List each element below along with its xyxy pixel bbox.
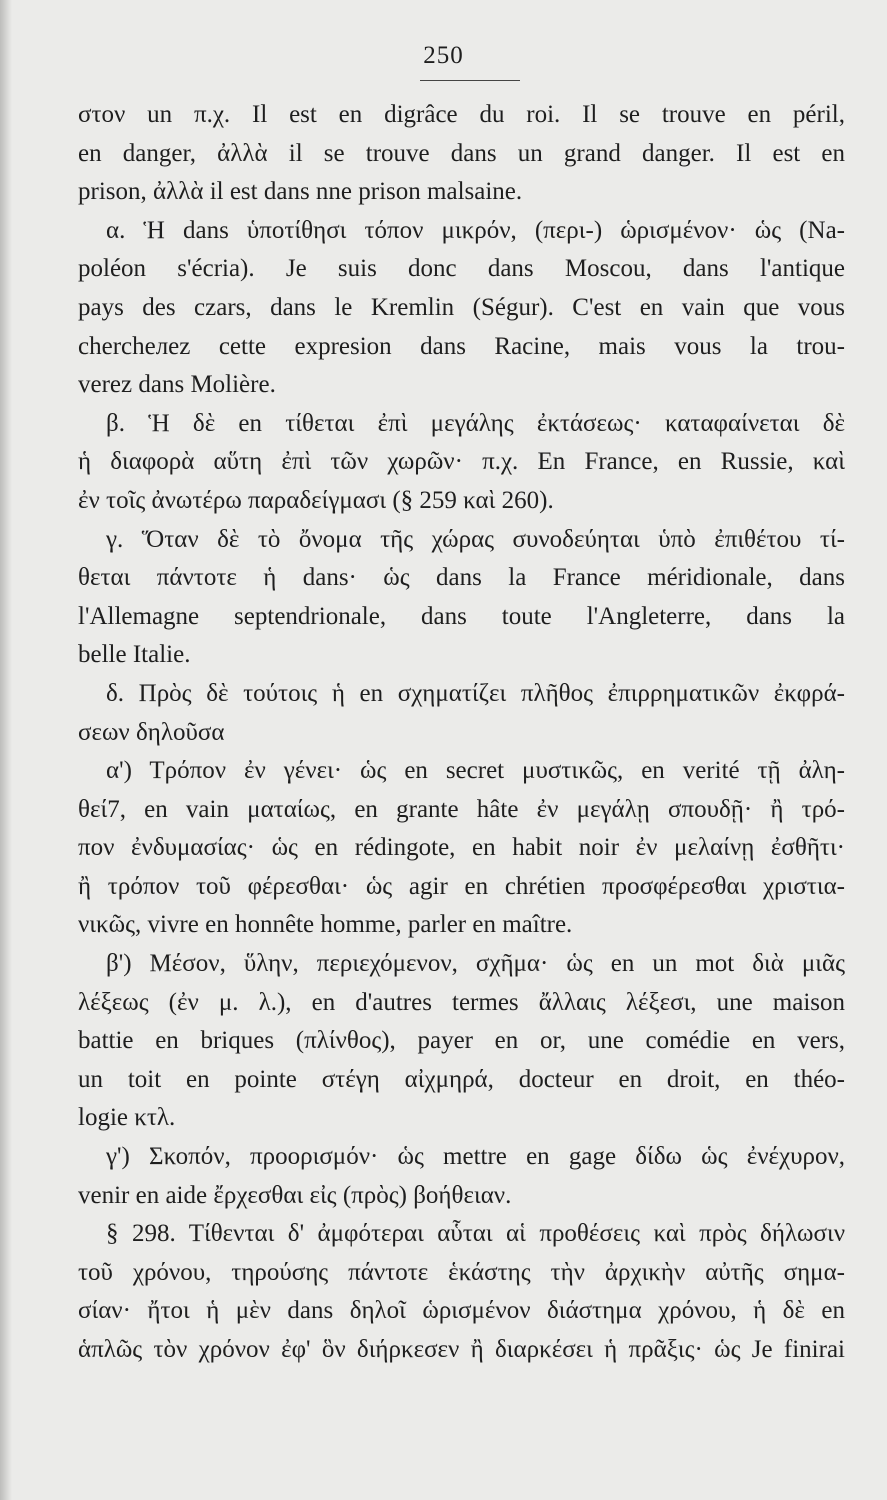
text-line: ἁπλῶς τὸν χρόνον ἐφ' ὃν διήρκεσεν ἢ διαρκέσει ἡ πρᾶξις· ὡς Je finirai [78,1336,845,1363]
body-text [78,96,845,1370]
text-line: en danger, ἀλλὰ il se trouve dans un grand danger. Il est en [78,139,845,167]
text-line: β. Ἡ δὲ en τίθεται ἐπὶ μεγάλης ἐκτάσεως· καταφαίνεται δὲ [106,409,845,437]
text-line: πον ἐνδυμασίας· ὡς en rédingote, en habit noir ἐν μελαίνῃ ἐσθῆτι· [78,834,845,862]
text-line: λέξεως (ἐν μ. λ.), en d'autres termes ἄλλαις λέξεσι, une maison [78,988,845,1016]
text-line: verez dans Molière. [78,371,276,399]
text-line: α. Ἡ dans ὑποτίθησι τόπον μικρόν, (περι-) ὡρισμένον· ὡς (Na- [106,216,845,244]
page-edge-shadow [0,0,12,1500]
text-line: τοῦ χρόνου, τηρούσης πάντοτε ἑκάστης τὴν ἀρχικὴν αὐτῆς σημα- [78,1258,845,1286]
text-line: logie κτλ. [78,1104,176,1132]
page-number: 250 [423,42,464,69]
text-line: γ. Ὅταν δὲ τὸ ὄνομα τῆς χώρας συνοδεύηται ὑπὸ ἐπιθέτου τί- [106,525,845,553]
text-line: belle Italie. [78,641,191,669]
text-line: un toit en pointe στέγη αἰχμηρά, docteur en droit, en théo- [78,1065,845,1093]
text-line: venir en aide ἔρχεσθαι εἰς (πρὸς) βοήθειαν. [78,1181,512,1209]
text-line: poléon s'écria). Je suis donc dans Moscou, dans l'antique [78,255,845,283]
text-line: ἡ διαφορὰ αὕτη ἐπὶ τῶν χωρῶν· π.χ. En France, en Russie, καὶ [78,448,845,476]
text-line: β') Μέσον, ὕλην, περιεχόμενον, σχῆμα· ὡς en un mot διὰ μιᾶς [106,950,845,978]
text-line: θεται πάντοτε ἡ dans· ὡς dans la France méridionale, dans [78,564,845,592]
text-line: battie en briques (πλίνθος), payer en or, une comédie en vers, [78,1027,845,1055]
text-line: § 298. Τίθενται δ' ἀμφότεραι αὗται αἱ προθέσεις καὶ πρὸς δήλωσιν [106,1220,845,1248]
header-rule [420,80,520,81]
text-line: ἐν τοῖς ἀνωτέρω παραδείγμασι (§ 259 καὶ 260). [78,486,554,514]
text-line: chercheлez cette expresion dans Racine, mais vous la trou- [78,332,845,360]
text-line: δ. Πρὸς δὲ τούτοις ἡ en σχηματίζει πλῆθος ἐπιρρηματικῶν ἐκφρά- [106,679,845,707]
text-line: θεί7, en vain ματαίως, en grante hâte ἐν μεγάλῃ σπουδῇ· ἢ τρό- [78,795,845,823]
text-line: α') Τρόπον ἐν γένει· ὡς en secret μυστικῶς, en verité τῇ ἀλη- [106,757,845,785]
text-line: ἢ τρόπον τοῦ φέρεσθαι· ὡς agir en chrétien προσφέρεσθαι χριστια- [78,872,845,900]
text-line: σίαν· ἤτοι ἡ μὲν dans δηλοῖ ὡρισμένον διάστημα χρόνου, ἡ δὲ en [78,1297,845,1325]
text-line: prison, ἀλλὰ il est dans nne prison malsaine. [78,178,523,206]
text-line: στον un π.χ. Il est en digrâce du roi. Il se trouve en péril, [78,101,845,128]
text-line: νικῶς, vivre en honnête homme, parler en maître. [78,911,573,939]
text-line: pays des czars, dans le Kremlin (Ségur). C'est en vain que vous [78,293,845,321]
text-line: σεων δηλοῦσα [78,718,225,746]
text-line: l'Allemagne septendrionale, dans toute l'Angleterre, dans la [78,602,845,630]
text-line: γ') Σκοπόν, προορισμόν· ὡς mettre en gage δίδω ὡς ἐνέχυρον, [106,1143,845,1171]
